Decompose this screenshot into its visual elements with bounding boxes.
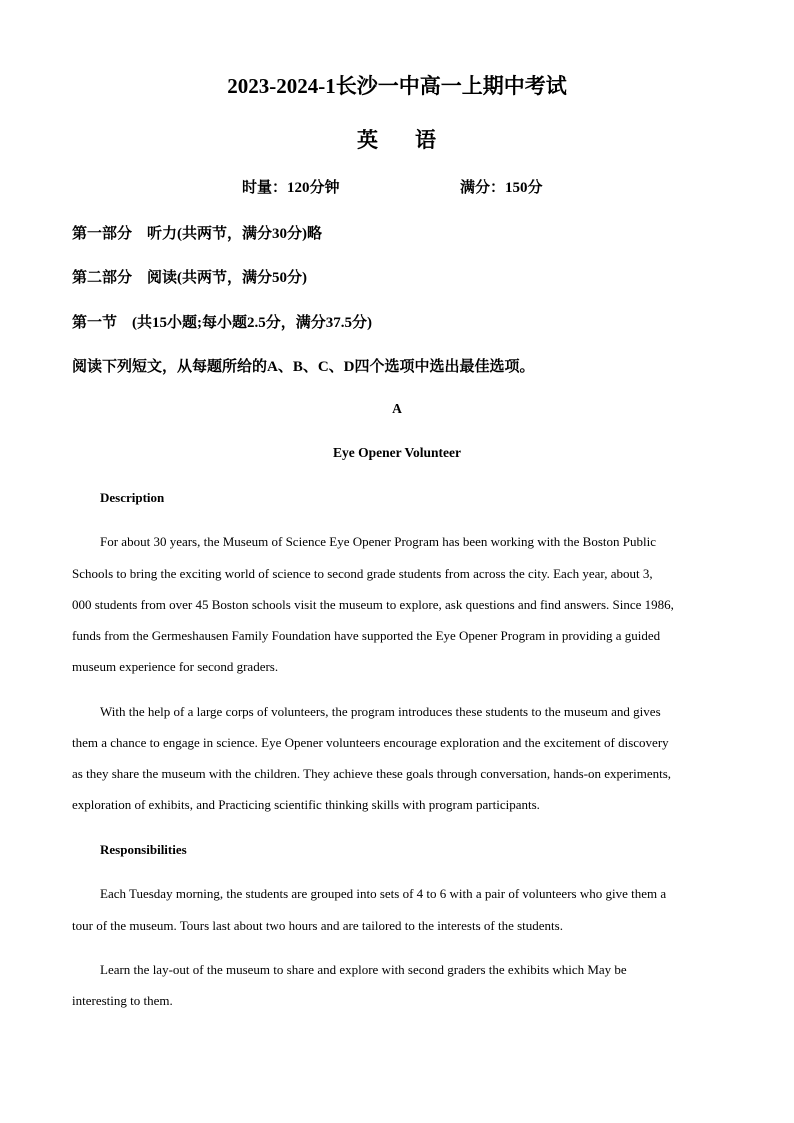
paragraph-2-line: as they share the museum with the children. They achieve these goals through conversation, hands-on experiments, <box>72 766 672 781</box>
part-1-heading: 第一部分 听力(共两节，满分30分)略 <box>72 226 322 242</box>
reading-instruction: 阅读下列短文，从每题所给的A、B、C、D四个选项中选出最佳选项。 <box>72 359 535 375</box>
passage-label: A <box>392 401 402 416</box>
description-heading: Description <box>100 490 165 505</box>
paragraph-2-line: With the help of a large corps of volunteers, the program introduces these students to the museum and gives <box>100 704 661 719</box>
exam-time: 时量：120分钟 <box>242 180 340 196</box>
subject-char-1: 英 <box>357 128 378 152</box>
paragraph-1-line: museum experience for second graders. <box>72 659 279 674</box>
responsibilities-heading: Responsibilities <box>100 842 187 857</box>
part-2-heading: 第二部分 阅读(共两节，满分50分) <box>72 270 307 286</box>
section-1-heading: 第一节 (共15小题;每小题2.5分，满分37.5分) <box>72 315 372 331</box>
paragraph-1-line: funds from the Germeshausen Family Foundation have supported the Eye Opener Program in providing a guided <box>72 628 661 643</box>
paragraph-2-line: exploration of exhibits, and Practicing scientific thinking skills with program participants. <box>72 797 540 812</box>
paragraph-1-line: For about 30 years, the Museum of Science Eye Opener Program has been working with the Boston Public <box>100 534 656 549</box>
exam-title: 2023-2024-1长沙一中高一上期中考试 <box>227 74 567 98</box>
paragraph-4-line: Learn the lay-out of the museum to share and explore with second graders the exhibits which May be <box>100 962 627 977</box>
paragraph-1-line: Schools to bring the exciting world of science to second grade students from across the city. Each year, about 3, <box>72 566 653 581</box>
passage-title: Eye Opener Volunteer <box>333 445 461 460</box>
paragraph-2-line: them a chance to engage in science. Eye Opener volunteers encourage exploration and the excitement of discovery <box>72 735 669 750</box>
paragraph-1-line: 000 students from over 45 Boston schools visit the museum to explore, ask questions and find answers. Since 1986, <box>72 597 674 612</box>
paragraph-3-line: Each Tuesday morning, the students are grouped into sets of 4 to 6 with a pair of volunteers who give them a <box>100 886 667 901</box>
subject-char-2: 语 <box>415 128 436 152</box>
paragraph-3-line: tour of the museum. Tours last about two hours and are tailored to the interests of the students. <box>72 918 563 933</box>
paragraph-4-line: interesting to them. <box>72 993 173 1008</box>
exam-full-score: 满分：150分 <box>460 180 543 196</box>
